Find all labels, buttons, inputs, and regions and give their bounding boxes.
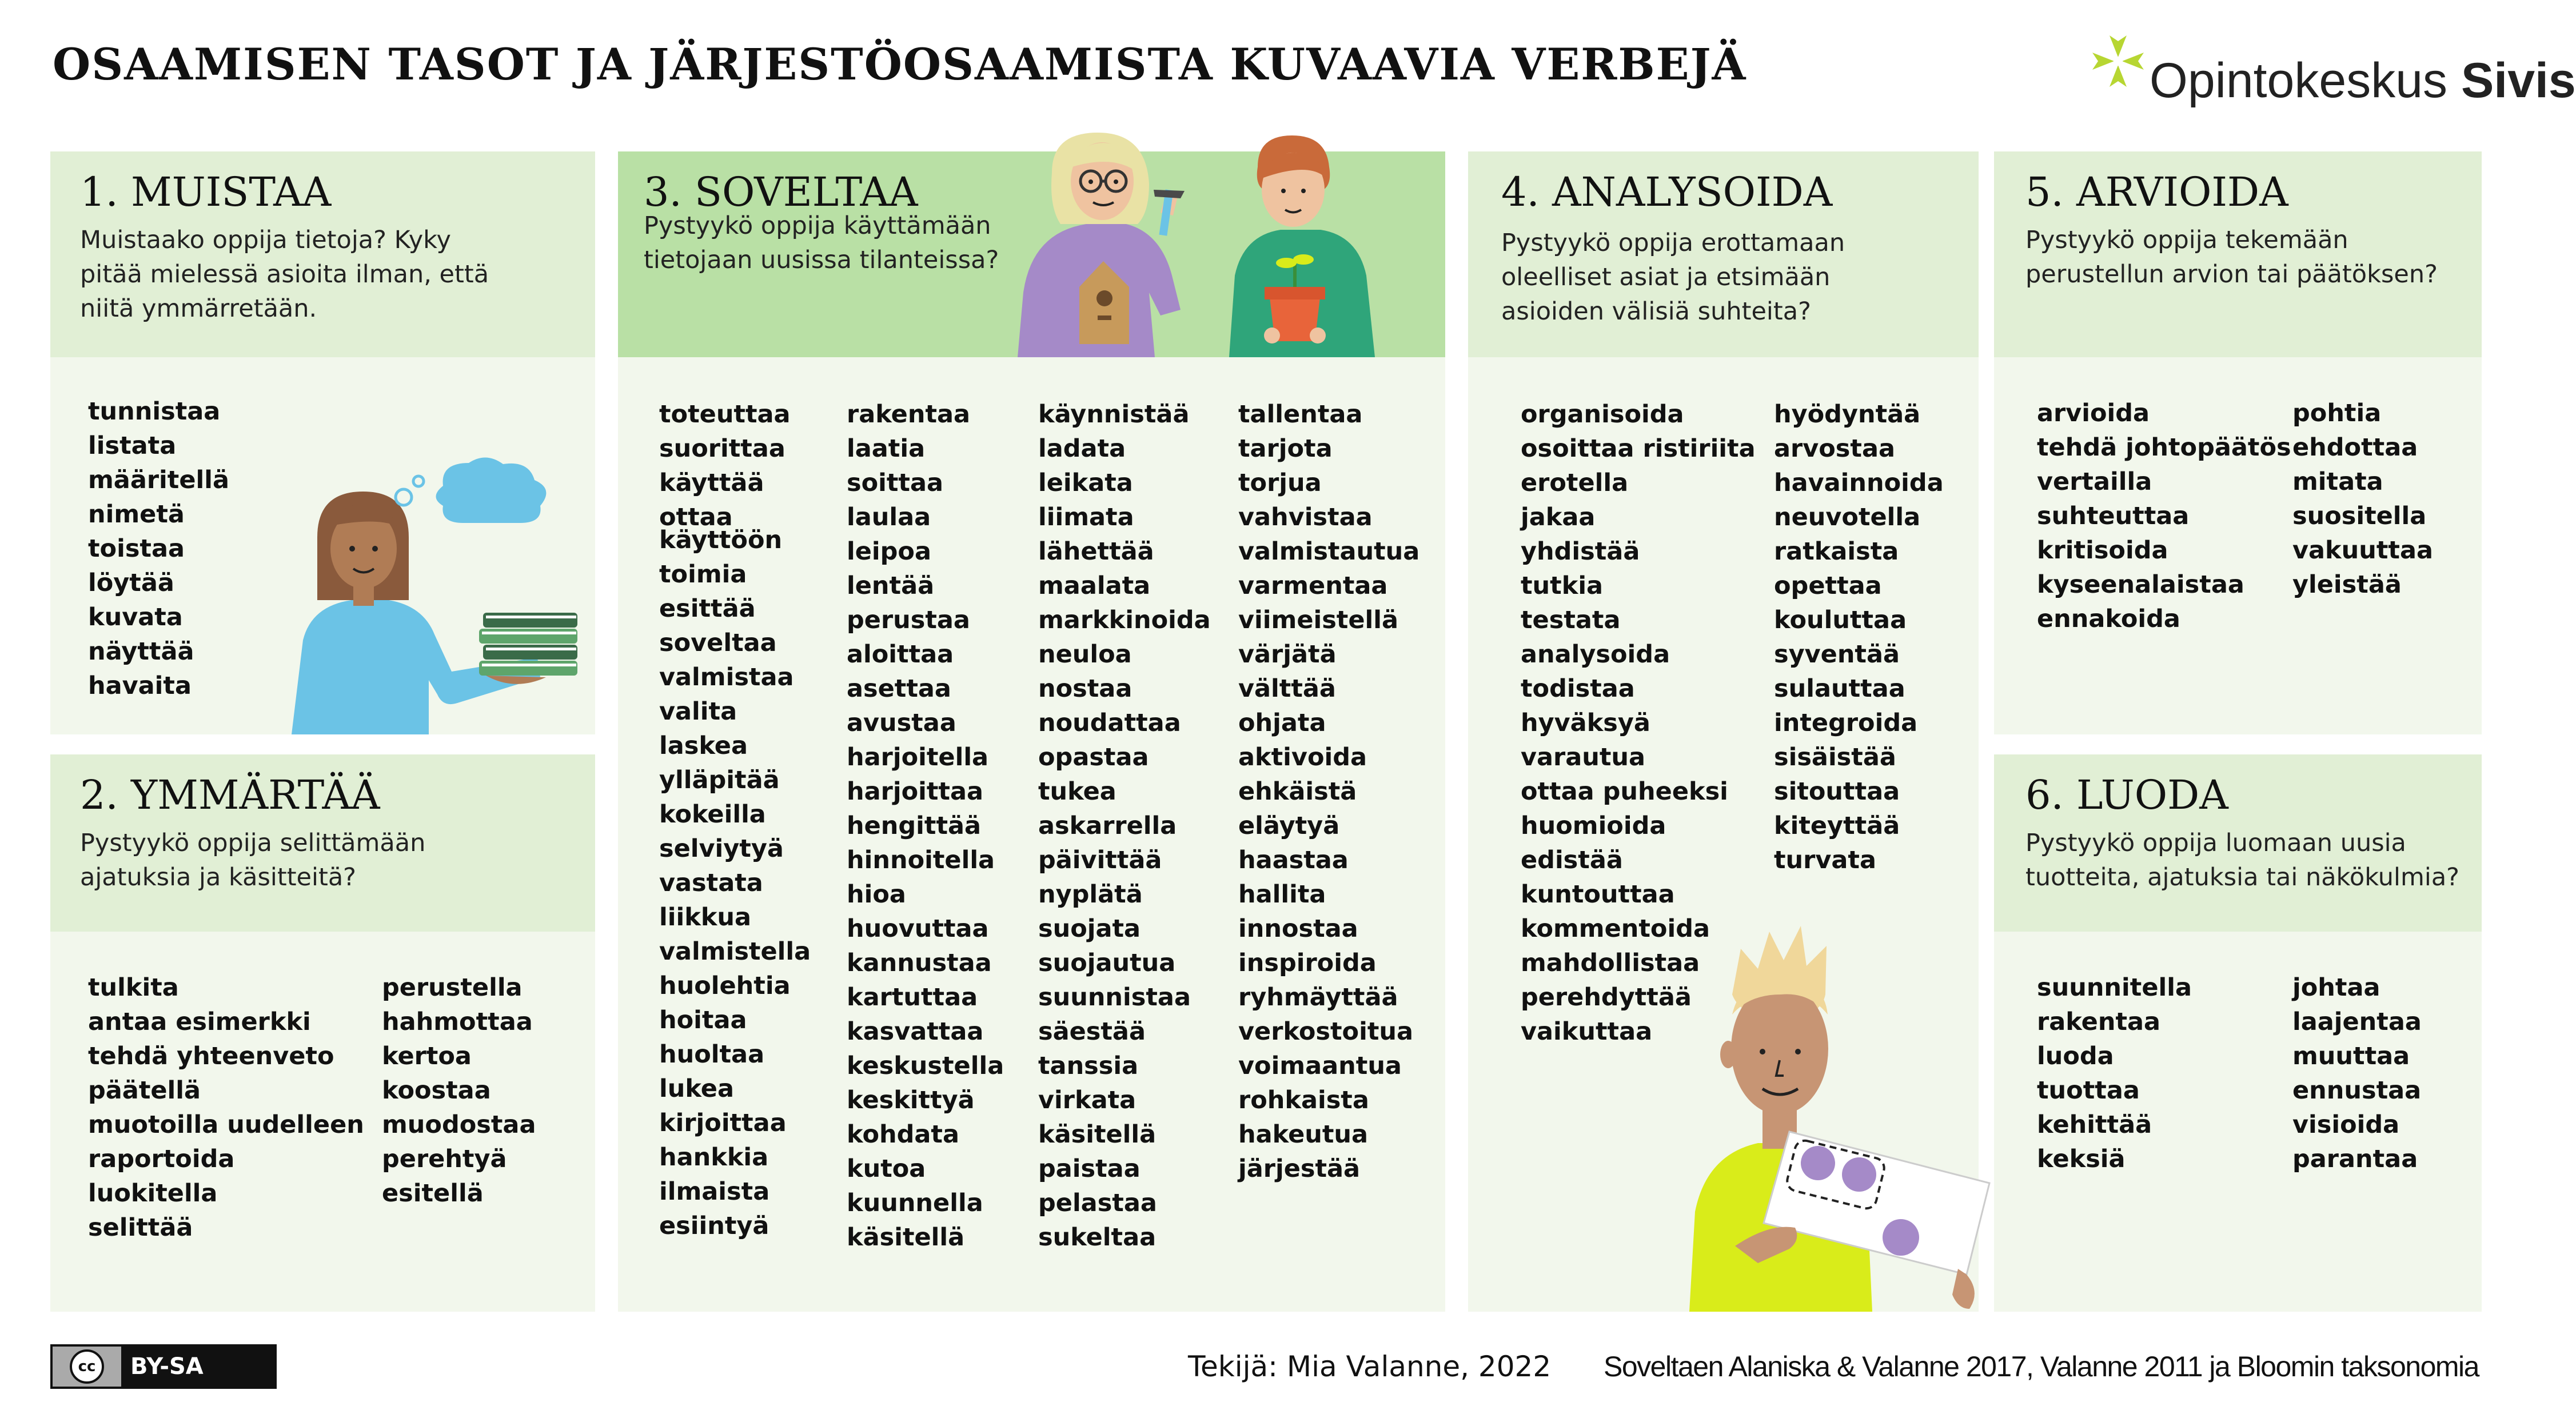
list-item: kutoa [847,1155,926,1183]
list-item: hakeutua [1238,1120,1369,1149]
list-item: johtaa [2292,973,2380,1002]
list-item: nimetä [88,500,185,529]
list-item: kouluttaa [1774,606,1907,634]
list-item: innostaa [1238,914,1358,943]
source-credit: Soveltaen Alaniska & Valanne 2017, Valanne 2011 ja Bloomin taksonomia [1604,1351,2479,1383]
list-item: ratkaista [1774,537,1899,566]
list-item: hahmottaa [382,1008,533,1036]
list-item: nyplätä [1038,880,1143,909]
panel-ymmartaa [50,754,595,1312]
list-item: suositella [2292,502,2427,530]
list-item: harjoitella [847,743,989,772]
list-item: käyttää [659,469,764,497]
list-item: soittaa [847,469,944,497]
list-item: luokitella [88,1179,218,1208]
list-item: laatia [847,434,926,463]
list-item: varautua [1521,743,1646,772]
list-item: visioida [2292,1111,2400,1139]
list-item: yhdistää [1521,537,1640,566]
list-item: kannustaa [847,949,992,977]
list-item: kokeilla [659,800,766,829]
list-item: maalata [1038,572,1151,600]
list-item: tuottaa [2037,1076,2140,1105]
list-item: toteuttaa [659,400,791,429]
list-item: luoda [2037,1042,2114,1071]
list-item: mitata [2292,468,2383,496]
list-item: antaa esimerkki [88,1008,311,1036]
list-item: harjoittaa [847,777,983,806]
list-item: vaikuttaa [1521,1017,1653,1046]
list-item: kuunnella [847,1189,983,1217]
list-item: huoltaa [659,1040,765,1069]
list-item: ennakoida [2037,605,2180,633]
list-item: vahvistaa [1238,503,1373,532]
list-item: määritellä [88,466,229,494]
list-item: perustaa [847,606,970,634]
list-item: hengittää [847,812,982,840]
list-item: suunnitella [2037,973,2192,1002]
list-item: esittää [659,594,756,623]
list-item: keskustella [847,1052,1004,1080]
list-item: rohkaista [1238,1086,1369,1115]
list-item: testata [1521,606,1621,634]
section-question: Pystyykö oppija erottamaan oleelliset asiat ja etsimään asioiden välisiä suhteita? [1501,229,1845,326]
list-item: sitouttaa [1774,777,1900,806]
list-item: todistaa [1521,674,1635,703]
list-item: analysoida [1521,640,1670,669]
list-item: perehdyttää [1521,983,1692,1012]
list-item: listata [88,432,177,460]
list-item: opettaa [1774,572,1882,600]
verb-list [88,394,229,703]
flower-logo-icon [2087,30,2150,93]
list-item: opastaa [1038,743,1149,772]
list-item: leikata [1038,469,1133,497]
list-item: torjua [1238,469,1322,497]
author-credit: Tekijä: Mia Valanne, 2022 [1188,1350,1552,1383]
list-item: kuntouttaa [1521,880,1675,909]
section-question: Pystyykö oppija selittämään ajatuksia ja käsitteitä? [80,829,426,892]
verb-list [2037,970,2192,1176]
list-item: organisoida [1521,400,1684,429]
list-item: neuloa [1038,640,1132,669]
list-item: kartuttaa [847,983,978,1012]
section-title: 6. LUODA [2025,772,2228,818]
list-item: hyödyntää [1774,400,1921,429]
list-item: järjestää [1238,1155,1361,1183]
list-item: kritisoida [2037,536,2168,565]
verb-list [847,397,1004,1255]
panel-luoda [1994,754,2482,1312]
list-item: ilmaista [659,1177,770,1206]
list-item: kehittää [2037,1111,2152,1139]
list-item: suorittaa [659,434,785,463]
license-label: BY-SA [130,1353,204,1380]
list-item: rakentaa [847,400,971,429]
cc-license-badge[interactable] [50,1344,277,1389]
list-item: esitellä [382,1179,484,1208]
list-item: aloittaa [847,640,954,669]
section-question: Pystyykö oppija luomaan uusia tuotteita, ajatuksia tai näkökulmia? [2025,829,2460,892]
list-item: edistää [1521,846,1623,874]
list-item: integroida [1774,709,1918,737]
list-item: virkata [1038,1086,1137,1115]
list-item: askarrella [1038,812,1177,840]
list-item: koostaa [382,1076,491,1105]
list-item: kertoa [382,1042,472,1071]
list-item: hankkia [659,1143,769,1172]
list-item: haastaa [1238,846,1349,874]
list-item: inspiroida [1238,949,1377,977]
list-item: tukea [1038,777,1116,806]
verb-list [659,397,811,1243]
cc-icon: cc [70,1349,104,1384]
section-title: 1. MUISTAA [80,169,332,215]
list-item: arvostaa [1774,434,1895,463]
verb-list [2292,970,2422,1176]
list-item: rakentaa [2037,1008,2161,1036]
list-item: välttää [1238,674,1336,703]
list-item: syventää [1774,640,1900,669]
list-item: suojata [1038,914,1141,943]
list-item: sulauttaa [1774,674,1905,703]
section-question: Muistaako oppija tietoja? Kyky pitää mielessä asioita ilman, että niitä ymmärretään. [80,226,489,323]
list-item: eläytyä [1238,812,1340,840]
list-item: suunnistaa [1038,983,1191,1012]
verb-list [1774,397,1944,877]
list-item: pelastaa [1038,1189,1157,1217]
list-item: perustella [382,973,523,1002]
section-question: Pystyykö oppija käyttämään tietojaan uusissa tilanteissa? [644,211,999,274]
list-item: vertailla [2037,468,2152,496]
list-item: päivittää [1038,846,1162,874]
list-item: sisäistää [1774,743,1896,772]
logo-wordmark: Opintokeskus Sivis [2150,53,2576,108]
list-item: käyttöön [659,526,783,554]
list-item: ottaa [659,503,733,532]
list-item: ryhmäyttää [1238,983,1398,1012]
list-item: leipoa [847,537,931,566]
list-item: kasvattaa [847,1017,984,1046]
list-item: selittää [88,1213,193,1242]
list-item: selviytyä [659,834,784,863]
list-item: tunnistaa [88,397,221,426]
list-item: muotoilla uudelleen [88,1111,364,1139]
list-item: hioa [847,880,906,909]
list-item: perehtyä [382,1145,507,1173]
list-item: lähettää [1038,537,1154,566]
list-item: ladata [1038,434,1126,463]
list-item: hallita [1238,880,1326,909]
list-item: suojautua [1038,949,1176,977]
list-item: kyseenalaistaa [2037,570,2244,599]
verb-list [382,970,536,1211]
list-item: muodostaa [382,1111,536,1139]
list-item: liikkua [659,903,752,932]
list-item: kuvata [88,603,183,632]
list-item: ehkäistä [1238,777,1357,806]
list-item: käsitellä [847,1223,965,1252]
list-item: osoittaa ristiriita [1521,434,1756,463]
list-item: raportoida [88,1145,235,1173]
list-item: soveltaa [659,629,777,657]
list-item: markkinoida [1038,606,1211,634]
list-item: valmistautua [1238,537,1420,566]
list-item: vastata [659,869,763,897]
list-item: pohtia [2292,399,2382,428]
two-people-illustration [1018,127,1389,357]
list-item: päätellä [88,1076,201,1105]
list-item: lukea [659,1075,734,1103]
section-title: 5. ARVIOIDA [2025,169,2288,215]
list-item: tehdä johtopäätös [2037,433,2291,462]
section-question: Pystyykö oppija tekemään perustellun arvion tai päätöksen? [2025,226,2438,289]
list-item: arvioida [2037,399,2150,428]
list-item: valmistella [659,937,811,966]
list-item: ohjata [1238,709,1326,737]
person-with-books-illustration [217,452,595,734]
list-item: valmistaa [659,663,794,692]
verb-list [2037,396,2291,636]
list-item: neuvotella [1774,503,1921,532]
list-item: erotella [1521,469,1629,497]
list-item: hinnoitella [847,846,995,874]
list-item: lentää [847,572,935,600]
list-item: toistaa [88,534,185,563]
list-item: havainnoida [1774,469,1944,497]
list-item: laskea [659,732,748,760]
list-item: avustaa [847,709,956,737]
section-title: 2. YMMÄRTÄÄ [80,772,380,818]
list-item: ennustaa [2292,1076,2422,1105]
list-item: valita [659,697,737,726]
list-item: voimaantua [1238,1052,1402,1080]
person-with-board-illustration [1678,914,1998,1312]
list-item: liimata [1038,503,1134,532]
list-item: paistaa [1038,1155,1141,1183]
verb-list [1038,397,1211,1255]
list-item: yleistää [2292,570,2402,599]
list-item: kirjoittaa [659,1109,787,1137]
list-item: viimeistellä [1238,606,1399,634]
list-item: säestää [1038,1017,1146,1046]
verb-list [88,970,364,1245]
list-item: parantaa [2292,1145,2418,1173]
list-item: tehdä yhteenveto [88,1042,334,1071]
list-item: suhteuttaa [2037,502,2190,530]
list-item: mahdollistaa [1521,949,1700,977]
list-item: ehdottaa [2292,433,2418,462]
list-item: löytää [88,569,174,597]
section-title: 3. SOVELTAA [644,169,918,215]
list-item: turvata [1774,846,1876,874]
list-item: ottaa puheeksi [1521,777,1728,806]
list-item: verkostoitua [1238,1017,1413,1046]
list-item: havaita [88,672,192,700]
list-item: käynnistää [1038,400,1190,429]
list-item: sukeltaa [1038,1223,1157,1252]
list-item: tanssia [1038,1052,1139,1080]
list-item: kommentoida [1521,914,1710,943]
list-item: laajentaa [2292,1008,2422,1036]
list-item: näyttää [88,637,194,666]
list-item: varmentaa [1238,572,1388,600]
list-item: hyväksyä [1521,709,1650,737]
list-item: huomioida [1521,812,1666,840]
list-item: aktivoida [1238,743,1367,772]
section-title: 4. ANALYSOIDA [1501,169,1833,215]
list-item: hoitaa [659,1006,747,1034]
list-item: tarjota [1238,434,1333,463]
list-item: huovuttaa [847,914,989,943]
page-title: OSAAMISEN TASOT JA JÄRJESTÖOSAAMISTA KUVAAVIA VERBEJÄ [53,39,1747,90]
list-item: tallentaa [1238,400,1363,429]
list-item: käsitellä [1038,1120,1157,1149]
list-item: vakuuttaa [2292,536,2434,565]
panel-arvioida [1994,151,2482,734]
list-item: noudattaa [1038,709,1181,737]
list-item: nostaa [1038,674,1133,703]
list-item: jakaa [1521,503,1596,532]
list-item: kiteyttää [1774,812,1900,840]
list-item: toimia [659,560,747,589]
list-item: tulkita [88,973,179,1002]
list-item: tutkia [1521,572,1604,600]
list-item: esiintyä [659,1212,769,1240]
list-item: keskittyä [847,1086,975,1115]
list-item: värjätä [1238,640,1337,669]
list-item: huolehtia [659,972,791,1000]
verb-list [1238,397,1419,1186]
list-item: muuttaa [2292,1042,2410,1071]
list-item: kohdata [847,1120,959,1149]
list-item: ylläpitää [659,766,780,794]
list-item: keksiä [2037,1145,2126,1173]
list-item: laulaa [847,503,931,532]
list-item: asettaa [847,674,951,703]
verb-list [2292,396,2433,602]
